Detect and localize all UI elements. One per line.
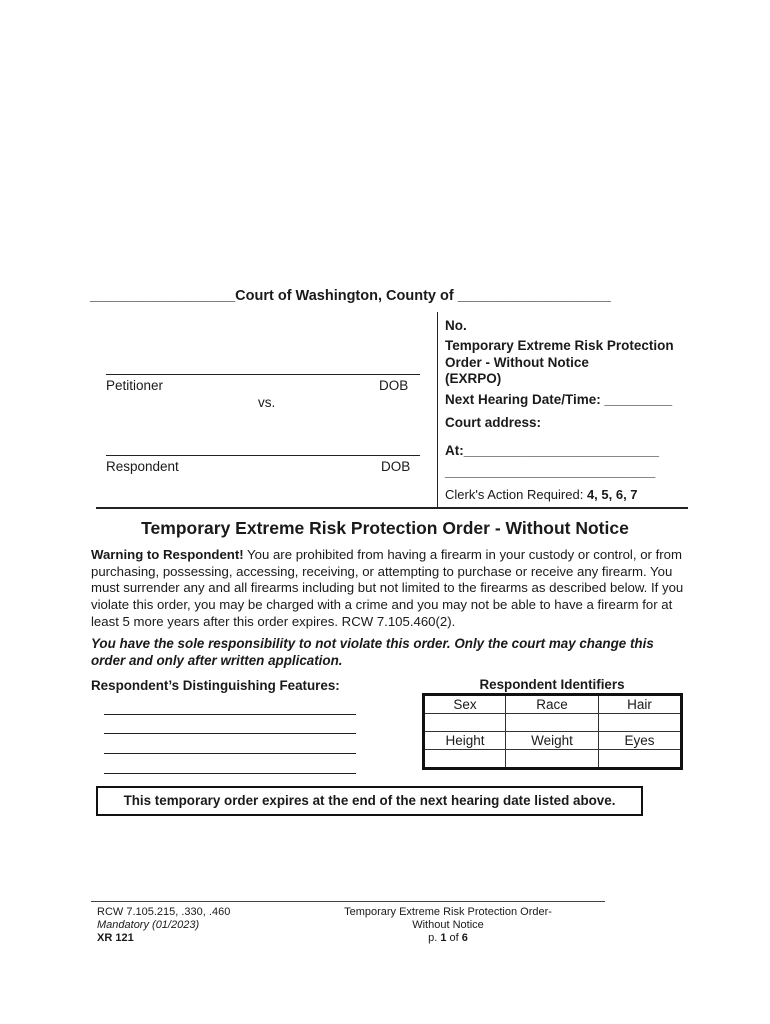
respondent-identifiers-heading: Respondent Identifiers xyxy=(479,677,625,692)
page-of: of xyxy=(446,932,462,944)
address-blank-line: ____________________________ xyxy=(445,464,656,479)
respondent-signature-line xyxy=(106,455,420,456)
feature-line[interactable] xyxy=(104,773,356,774)
footer-center xyxy=(298,906,598,945)
respondent-dob-label: DOB xyxy=(381,459,411,474)
identifier-label-race: Race xyxy=(506,695,599,714)
feature-line[interactable] xyxy=(104,714,356,715)
height-value-cell[interactable] xyxy=(424,750,506,769)
versus-label: vs. xyxy=(258,395,276,410)
respondent-label: Respondent xyxy=(106,459,179,474)
responsibility-paragraph: You have the sole responsibility to not violate this order. Only the court may change this order and only after written application. xyxy=(91,636,654,668)
distinguishing-features-heading: Respondent’s Distinguishing Features: xyxy=(91,678,340,693)
court-text: Court of Washington, County of xyxy=(235,288,454,304)
petitioner-signature-line xyxy=(106,374,420,375)
footer-form-title-line1: Temporary Extreme Risk Protection Order- xyxy=(344,906,552,918)
clerk-action-items: 4, 5, 6, 7 xyxy=(586,487,638,502)
next-hearing-label: Next Hearing Date/Time: _________ xyxy=(445,392,673,407)
caption-divider xyxy=(437,312,438,508)
warning-lead: Warning to Respondent! xyxy=(91,547,244,562)
page-total: 6 xyxy=(461,932,468,944)
expiration-notice-box: This temporary order expires at the end of the next hearing date listed above. xyxy=(96,786,643,816)
identifier-label-hair: Hair xyxy=(599,695,682,714)
table-row xyxy=(424,732,682,750)
document-title: Temporary Extreme Risk Protection Order - Without Notice xyxy=(141,518,629,538)
identifier-label-eyes: Eyes xyxy=(599,732,682,750)
warning-body: You are prohibited from having a firearm in your custody or control, or from purchasing, possessing, accessing, receiving, or attempting to purchase or receive any firearm. You must surrender any and all firearms including but not limited to the firearms as described below. If you violate this order, you may be charged with a crime and you may not be able to have a firearm for at least 5 more years after this order expires. RCW 7.105.460(2). xyxy=(91,547,684,629)
at-blank: __________________________ xyxy=(463,443,659,458)
eyes-value-cell[interactable] xyxy=(599,750,682,769)
identifier-label-sex: Sex xyxy=(424,695,506,714)
clerk-action xyxy=(445,487,638,502)
page-number: 1 xyxy=(440,932,447,944)
page-indicator xyxy=(298,932,598,945)
petitioner-dob-label: DOB xyxy=(379,378,409,393)
feature-line[interactable] xyxy=(104,753,356,754)
clerk-action-label: Clerk's Action Required: xyxy=(445,487,587,502)
respondent-identifiers-table xyxy=(422,693,683,770)
order-title-line: Order - Without Notice xyxy=(445,354,589,370)
footer-mandatory: Mandatory (01/2023) xyxy=(97,919,200,931)
footer-form-number: XR 121 xyxy=(97,932,134,944)
footer-rule xyxy=(91,901,605,902)
identifier-label-height: Height xyxy=(424,732,506,750)
feature-line[interactable] xyxy=(104,733,356,734)
table-row xyxy=(424,695,682,714)
table-row xyxy=(424,750,682,769)
footer-rcw: RCW 7.105.215, .330, .460 xyxy=(97,906,231,918)
warning-paragraph xyxy=(91,547,691,631)
court-prefix-blank: __________________ xyxy=(90,288,236,304)
footer-form-title-line2: Without Notice xyxy=(412,919,484,931)
court-address-label: Court address: xyxy=(445,415,542,430)
court-heading xyxy=(90,288,611,304)
at-label: At: xyxy=(445,443,464,458)
order-title-line: Temporary Extreme Risk Protection xyxy=(445,338,674,353)
table-row xyxy=(424,714,682,732)
page-prefix: p. xyxy=(428,932,441,944)
petitioner-label: Petitioner xyxy=(106,378,164,393)
order-title-block xyxy=(445,338,674,388)
footer-left xyxy=(97,906,230,945)
caption-bottom-rule xyxy=(96,507,688,509)
at-line xyxy=(445,443,659,458)
identifier-label-weight: Weight xyxy=(506,732,599,750)
order-title-line: (EXRPO) xyxy=(445,371,502,386)
county-blank: ___________________ xyxy=(457,288,611,304)
weight-value-cell[interactable] xyxy=(506,750,599,769)
case-number-label: No. xyxy=(445,318,467,333)
sex-value-cell[interactable] xyxy=(424,714,506,732)
hair-value-cell[interactable] xyxy=(599,714,682,732)
race-value-cell[interactable] xyxy=(506,714,599,732)
